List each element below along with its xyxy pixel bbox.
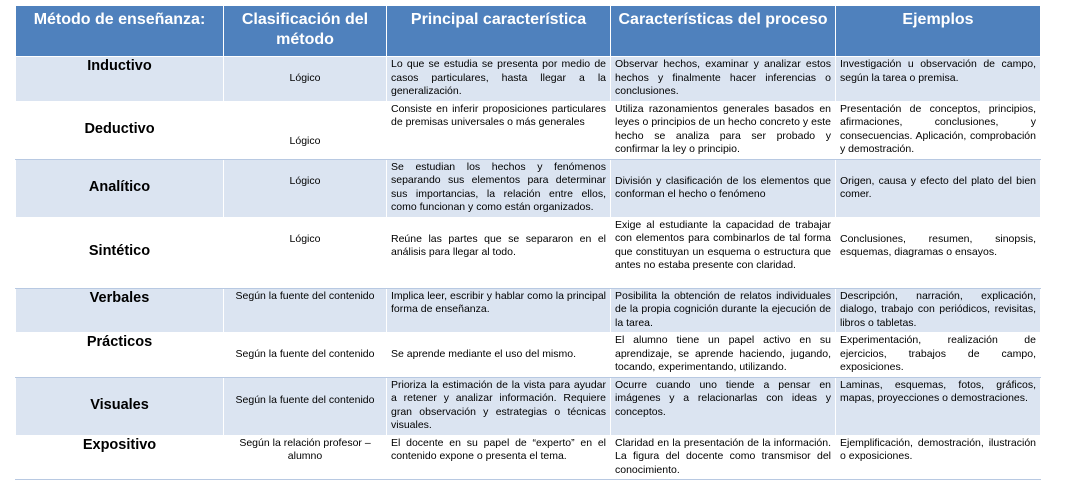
- classification-cell: Según la fuente del contenido: [224, 377, 387, 435]
- main-feature-cell: El docente en su papel de “experto” en el contenido expone o presenta el tema.: [387, 435, 611, 480]
- table-row: [16, 288, 1041, 333]
- method-name: Expositivo: [16, 435, 224, 480]
- main-feature-cell: Se aprende mediante el uso del mismo.: [387, 333, 611, 378]
- process-cell: Ocurre cuando uno tiende a pensar en imágenes y a relacionarlas con ideas y conceptos.: [611, 377, 836, 435]
- method-name: Analítico: [16, 159, 224, 217]
- examples-cell: Conclusiones, resumen, sinopsis, esquemas, diagramas o ensayos.: [836, 217, 1041, 288]
- method-name: Sintético: [16, 217, 224, 288]
- method-name: Inductivo: [16, 57, 224, 102]
- process-cell: Posibilita la obtención de relatos individuales de la propia cognición durante la ejecución de la tarea.: [611, 288, 836, 333]
- method-name: Visuales: [16, 377, 224, 435]
- examples-cell: Experimentación, realización de ejercicios, trabajos de campo, exposiciones.: [836, 333, 1041, 378]
- examples-cell: Investigación u observación de campo, según la tarea o premisa.: [836, 57, 1041, 102]
- teaching-methods-table: [15, 5, 1041, 480]
- examples-cell: Origen, causa y efecto del plato del bien comer.: [836, 159, 1041, 217]
- table-row: [16, 377, 1041, 435]
- method-name: Verbales: [16, 288, 224, 333]
- header-proceso: Características del proceso: [611, 6, 836, 57]
- main-feature-cell: Lo que se estudia se presenta por medio de casos particulares, hasta llegar a la generalización.: [387, 57, 611, 102]
- classification-cell: Lógico: [224, 101, 387, 159]
- process-cell: Observar hechos, examinar y analizar estos hechos y finalmente hacer inferencias o conclusiones.: [611, 57, 836, 102]
- main-feature-cell: Consiste en inferir proposiciones particulares de premisas universales o más generales: [387, 101, 611, 159]
- process-cell: Exige al estudiante la capacidad de trabajar con elementos para combinarlos de tal forma que constituyan un esquema o estructura que antes no estaba presente con claridad.: [611, 217, 836, 288]
- table-row: [16, 333, 1041, 378]
- table-row: [16, 101, 1041, 159]
- process-cell: Claridad en la presentación de la información. La figura del docente como transmisor del conocimiento.: [611, 435, 836, 480]
- table-row: [16, 57, 1041, 102]
- examples-cell: Descripción, narración, explicación, dialogo, trabajo con periódicos, revisitas, libros o tabletas.: [836, 288, 1041, 333]
- main-feature-cell: Implica leer, escribir y hablar como la principal forma de enseñanza.: [387, 288, 611, 333]
- header-ejemplos: Ejemplos: [836, 6, 1041, 57]
- classification-cell: Lógico: [224, 217, 387, 288]
- main-feature-cell: Reúne las partes que se separaron en el análisis para llegar al todo.: [387, 217, 611, 288]
- classification-cell: Lógico: [224, 57, 387, 102]
- examples-cell: Presentación de conceptos, principios, afirmaciones, conclusiones, y consecuencias. Aplicación, comprobación y demostración.: [836, 101, 1041, 159]
- method-name: Prácticos: [16, 333, 224, 378]
- table-row: [16, 217, 1041, 288]
- examples-cell: Ejemplificación, demostración, ilustración o exposiciones.: [836, 435, 1041, 480]
- classification-cell: Lógico: [224, 159, 387, 217]
- process-cell: División y clasificación de los elementos que conforman el hecho o fenómeno: [611, 159, 836, 217]
- header-principal: Principal característica: [387, 6, 611, 57]
- main-feature-cell: Prioriza la estimación de la vista para ayudar a retener y analizar información. Requiere gran observación y estrategias o técnicas visuales.: [387, 377, 611, 435]
- main-feature-cell: Se estudian los hechos y fenómenos separando sus elementos para determinar sus importancias, la relación entre ellos, como funcionan y como están organizados.: [387, 159, 611, 217]
- process-cell: El alumno tiene un papel activo en su aprendizaje, se aprende haciendo, jugando, tocando, experimentando, utilizando.: [611, 333, 836, 378]
- table-row: [16, 159, 1041, 217]
- method-name: Deductivo: [16, 101, 224, 159]
- header-clasificacion: Clasificación del método: [224, 6, 387, 57]
- header-metodo: Método de enseñanza:: [16, 6, 224, 57]
- classification-cell: Según la fuente del contenido: [224, 333, 387, 378]
- examples-cell: Laminas, esquemas, fotos, gráficos, mapas, proyecciones o demostraciones.: [836, 377, 1041, 435]
- header-row: [16, 6, 1041, 57]
- process-cell: Utiliza razonamientos generales basados en leyes o principios de un hecho concreto y este hecho se analiza para ser probado y confirmar la ley o principio.: [611, 101, 836, 159]
- table-row: [16, 435, 1041, 480]
- classification-cell: Según la fuente del contenido: [224, 288, 387, 333]
- classification-cell: Según la relación profesor – alumno: [224, 435, 387, 480]
